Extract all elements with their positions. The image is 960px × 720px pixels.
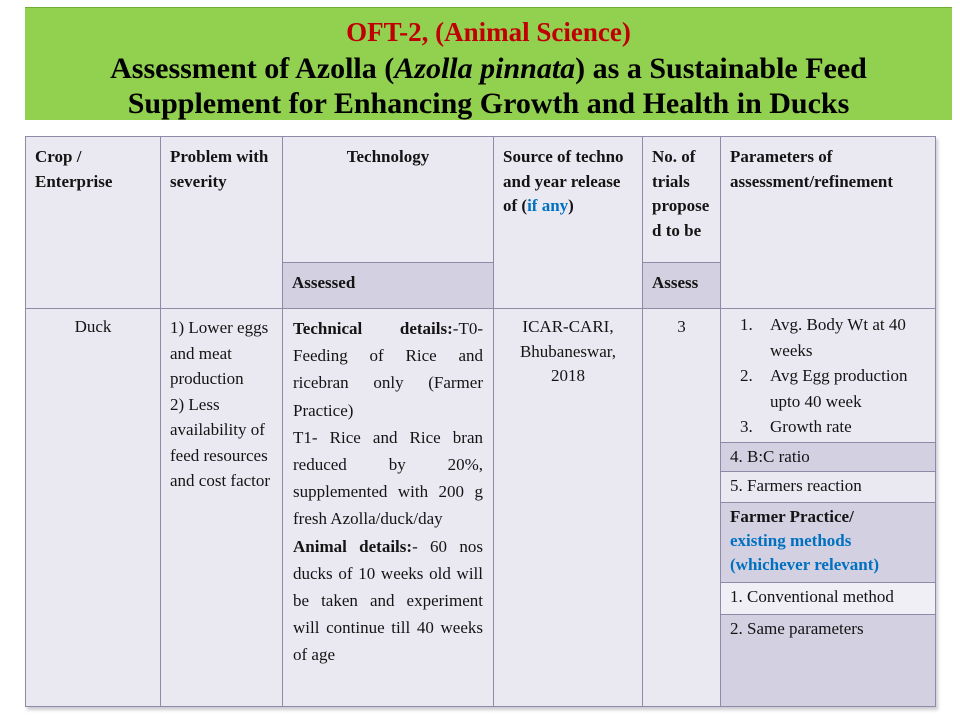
cell-conventional-method: 1. Conventional method (721, 582, 936, 614)
technical-details-text: -T0- Feeding of Rice and ricebran only (Farmer Practice) (293, 319, 483, 420)
params-list-item: 2. Avg Egg production upto 40 week (757, 363, 929, 414)
slide-title (25, 51, 952, 121)
cell-crop: Duck (26, 309, 161, 707)
assessment-table (25, 136, 936, 707)
params-list (727, 312, 929, 440)
title-italic-species: Azolla pinnata (394, 51, 576, 85)
cell-farmers-reaction: 5. Farmers reaction (721, 471, 936, 502)
col-header-source (494, 137, 643, 309)
title-banner (25, 7, 952, 120)
problem-item: 2) Less availability of feed resources and cost factor (170, 394, 271, 490)
col-header-crop: Crop / Enterprise (26, 137, 161, 309)
cell-trials: 3 (643, 309, 721, 707)
existing-methods-label: existing methods (whichever relevant) (730, 530, 880, 574)
title-post: ) as a Sustainable Feed (575, 51, 867, 85)
params-list-item: 3. Growth rate (757, 414, 929, 440)
title-line2: Supplement for Enhancing Growth and Health in Ducks (127, 86, 850, 120)
source-header-text: Source of techno and year release of ( (503, 147, 624, 216)
slide-subtitle: OFT-2, (Animal Science) (346, 17, 631, 47)
animal-details-text: - 60 nos ducks of 10 weeks old will be taken and experiment will continue till 40 weeks of age (293, 536, 483, 665)
tech-paragraph-t1: T1- Rice and Rice bran reduced by 20%, supplemented with 200 g fresh Azolla/duck/day (293, 427, 483, 529)
tech-paragraph-technical (293, 315, 483, 424)
col-header-problem: Problem with severity (161, 137, 283, 309)
cell-bc-ratio: 4. B:C ratio (721, 442, 936, 471)
cell-problem (161, 309, 283, 707)
source-header-close: ) (568, 196, 574, 216)
cell-technology (283, 309, 494, 707)
cell-parameters-list (721, 309, 936, 443)
technical-details-label: Technical details: (293, 319, 453, 338)
problem-item: 1) Lower eggs and meat production (170, 318, 269, 388)
subheader-assessed: Assessed (283, 263, 494, 309)
title-pre: Assessment of Azolla ( (110, 51, 395, 85)
source-header-ifany: if any (527, 196, 569, 216)
farmer-practice-label: Farmer Practice/ (730, 506, 854, 526)
animal-details-label: Animal details: (293, 536, 413, 556)
col-header-trials: No. of trials proposed to be (643, 137, 721, 263)
subheader-assess: Assess (643, 263, 721, 309)
cell-same-parameters: 2. Same parameters (721, 614, 936, 706)
cell-farmer-practice (721, 502, 936, 582)
col-header-parameters: Parameters of assessment/refinement (721, 137, 936, 309)
col-header-technology: Technology (283, 137, 494, 263)
tech-paragraph-animal (293, 533, 483, 669)
cell-source: ICAR-CARI, Bhubaneswar, 2018 (494, 309, 643, 707)
params-list-item: 1. Avg. Body Wt at 40 weeks (757, 312, 929, 363)
